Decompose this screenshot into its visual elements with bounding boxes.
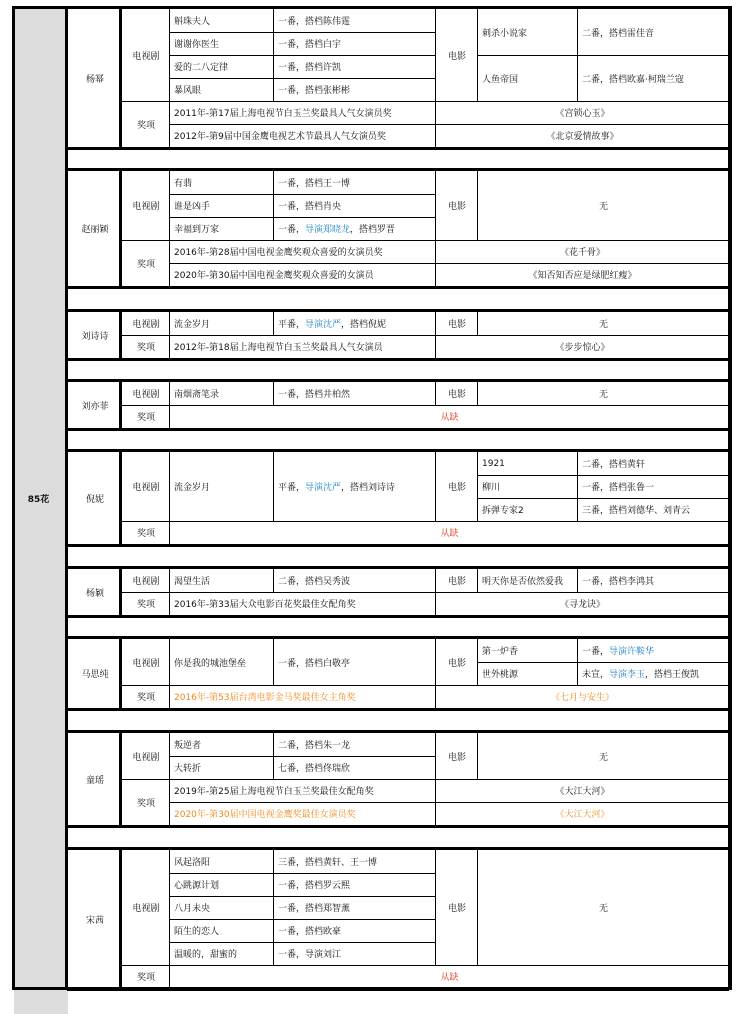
role-text: 七番，搭档佟瑞欣 bbox=[278, 764, 351, 774]
actress-name bbox=[68, 382, 122, 428]
film-title-text: 人鱼帝国 bbox=[482, 74, 519, 85]
film-none bbox=[478, 382, 729, 405]
tv-role bbox=[274, 942, 436, 965]
divider bbox=[577, 639, 578, 685]
divider bbox=[67, 615, 729, 618]
tv-title bbox=[170, 850, 274, 873]
category-awards-text: 奖项 bbox=[136, 973, 155, 983]
tv-role bbox=[274, 756, 436, 779]
award-name-text: 2020年-第30届中国电视金鹰奖观众喜爱的女演员 bbox=[174, 271, 374, 281]
film-title bbox=[478, 498, 578, 521]
film-title-text: 世外桃源 bbox=[482, 670, 519, 680]
divider bbox=[170, 32, 436, 33]
divider bbox=[435, 335, 436, 358]
divider bbox=[435, 685, 436, 708]
divider bbox=[273, 171, 274, 240]
award-work bbox=[436, 779, 729, 802]
tv-role bbox=[274, 919, 436, 942]
divider bbox=[170, 802, 729, 803]
category-film bbox=[436, 733, 478, 779]
film-title-text: 1921 bbox=[482, 458, 505, 469]
award-work-text: 《七月与安生》 bbox=[550, 693, 614, 703]
category-awards bbox=[122, 521, 170, 544]
tv-title bbox=[170, 171, 274, 194]
tv-title bbox=[170, 55, 274, 78]
role-text: 一番，搭档肖央 bbox=[278, 202, 342, 212]
award-missing bbox=[170, 965, 729, 988]
tv-title bbox=[170, 382, 274, 405]
award-work-text: 《寻龙诀》 bbox=[559, 600, 605, 610]
divider bbox=[435, 592, 436, 615]
category-tv-text: 电视剧 bbox=[132, 483, 160, 493]
category-tv-text: 电视剧 bbox=[132, 904, 160, 914]
award-name-text: 2016年-第33届大众电影百花奖最佳女配角奖 bbox=[174, 600, 356, 610]
role-text: 一番，搭档张彬彬 bbox=[278, 86, 351, 96]
divider bbox=[67, 428, 729, 431]
category-awards bbox=[122, 335, 170, 358]
tv-title-text: 流金岁月 bbox=[174, 320, 211, 330]
divider bbox=[170, 263, 729, 264]
award-name-text: 2016年-第28届中国电视金鹰奖观众喜爱的女演员奖 bbox=[174, 248, 383, 258]
category-film bbox=[436, 569, 478, 592]
actress-name bbox=[68, 639, 122, 708]
actress-name-text: 童瑶 bbox=[85, 775, 104, 786]
award-name bbox=[170, 685, 436, 708]
category-tv bbox=[122, 639, 170, 685]
category-tv-text: 电视剧 bbox=[132, 658, 160, 669]
award-missing bbox=[170, 405, 729, 428]
category-tv-text: 电视剧 bbox=[132, 390, 160, 400]
film-none bbox=[478, 171, 729, 240]
award-name bbox=[170, 335, 436, 358]
category-film bbox=[436, 9, 478, 101]
film-role bbox=[578, 498, 729, 521]
category-awards-text: 奖项 bbox=[136, 600, 155, 610]
divider bbox=[170, 896, 436, 897]
actress-name bbox=[68, 452, 122, 544]
role-text: 未宣， bbox=[582, 670, 610, 680]
tv-role bbox=[274, 171, 436, 194]
divider bbox=[478, 55, 729, 56]
tv-title bbox=[170, 569, 274, 592]
tv-role bbox=[274, 382, 436, 405]
category-film-text: 电影 bbox=[447, 577, 466, 587]
actress-name-text: 宋茜 bbox=[85, 915, 104, 926]
role-text: 一番，搭档白敬亭 bbox=[278, 658, 351, 669]
role-text: 二番，搭档朱一龙 bbox=[278, 741, 351, 751]
tv-role bbox=[274, 9, 436, 32]
group-label: 85花 bbox=[27, 494, 50, 505]
film-role bbox=[578, 639, 729, 662]
tv-title bbox=[170, 873, 274, 896]
film-none-text: 无 bbox=[598, 320, 608, 330]
film-role bbox=[578, 475, 729, 498]
tv-title bbox=[170, 896, 274, 919]
film-role bbox=[578, 452, 729, 475]
actress-name bbox=[68, 312, 122, 358]
divider bbox=[273, 639, 274, 685]
film-none-text: 无 bbox=[598, 904, 608, 914]
divider bbox=[273, 733, 274, 779]
category-awards bbox=[122, 240, 170, 286]
tv-title bbox=[170, 32, 274, 55]
divider bbox=[478, 475, 729, 476]
tv-title bbox=[170, 9, 274, 32]
divider bbox=[577, 452, 578, 521]
tv-title bbox=[170, 78, 274, 101]
category-tv bbox=[122, 9, 170, 101]
film-role bbox=[578, 55, 729, 101]
category-awards-text: 奖项 bbox=[136, 798, 155, 809]
actress-name-text: 倪妮 bbox=[85, 494, 104, 505]
tv-title bbox=[170, 756, 274, 779]
role-text: 二番，搭档黄轩 bbox=[582, 460, 646, 470]
role-text: 一番，搭档李鸿其 bbox=[582, 577, 655, 587]
divider bbox=[67, 544, 729, 547]
role-text: 一番，搭档许凯 bbox=[278, 63, 342, 73]
tv-title-text: 风起洛阳 bbox=[174, 858, 211, 868]
role-text: 一番， bbox=[278, 225, 306, 235]
divider bbox=[435, 101, 436, 147]
actress-name-text: 赵丽颖 bbox=[81, 225, 109, 235]
category-tv bbox=[122, 452, 170, 521]
category-tv bbox=[122, 382, 170, 405]
divider bbox=[273, 850, 274, 965]
tv-title-text: 斛珠夫人 bbox=[174, 17, 211, 27]
award-work-text: 《知否知否应是绿肥红瘦》 bbox=[528, 271, 637, 281]
tv-title-text: 谁是凶手 bbox=[174, 202, 211, 212]
category-film bbox=[436, 452, 478, 521]
role-text: 二番，搭档欧嘉·柯瑞兰寇 bbox=[582, 74, 684, 85]
director-highlight: 导演许鞍华 bbox=[609, 647, 655, 657]
role-text: 一番，搭档井柏然 bbox=[278, 390, 351, 400]
tv-title-text: 幸福到万家 bbox=[174, 225, 220, 235]
divider bbox=[170, 124, 729, 125]
tv-title bbox=[170, 919, 274, 942]
divider bbox=[435, 240, 436, 286]
actress-name bbox=[68, 9, 122, 147]
award-name bbox=[170, 124, 436, 147]
role-text: ，搭档王俊凯 bbox=[645, 670, 700, 680]
category-awards-text: 奖项 bbox=[136, 693, 155, 703]
award-name-text: 2016年-第53届台湾电影金马奖最佳女主角奖 bbox=[174, 693, 356, 703]
director-highlight: 导演郑晓龙 bbox=[305, 225, 351, 235]
category-awards bbox=[122, 965, 170, 988]
divider bbox=[273, 569, 274, 592]
actress-name-text: 杨颖 bbox=[85, 588, 104, 599]
award-work bbox=[436, 240, 729, 263]
tv-title-text: 爱的二八定律 bbox=[174, 63, 229, 73]
tv-title bbox=[170, 733, 274, 756]
award-name-text: 2012年-第9届中国金鹰电视艺术节最具人气女演员奖 bbox=[174, 132, 386, 142]
tv-title bbox=[170, 452, 274, 521]
film-title-text: 刺杀小说家 bbox=[482, 28, 528, 39]
category-awards-text: 奖项 bbox=[136, 120, 155, 131]
actress-name-text: 刘亦菲 bbox=[81, 401, 109, 412]
actress-name-text: 马思纯 bbox=[81, 670, 109, 680]
category-film bbox=[436, 382, 478, 405]
film-title bbox=[478, 452, 578, 475]
category-tv bbox=[122, 569, 170, 592]
award-work bbox=[436, 263, 729, 286]
category-tv bbox=[122, 733, 170, 779]
role-text: 一番， bbox=[582, 647, 610, 657]
divider bbox=[67, 286, 729, 289]
divider bbox=[273, 382, 274, 405]
divider bbox=[67, 708, 729, 711]
director-highlight: 导演沈严 bbox=[305, 320, 342, 330]
divider bbox=[170, 194, 436, 195]
role-text: 平番， bbox=[278, 320, 306, 330]
film-none bbox=[478, 850, 729, 965]
role-text: 一番，搭档陈伟霆 bbox=[278, 17, 351, 27]
divider bbox=[67, 147, 729, 150]
category-film bbox=[436, 850, 478, 965]
category-tv-text: 电视剧 bbox=[132, 202, 160, 212]
tv-role bbox=[274, 78, 436, 101]
category-tv bbox=[122, 312, 170, 335]
film-none-text: 无 bbox=[598, 202, 608, 212]
award-work bbox=[436, 685, 729, 708]
category-film-text: 电影 bbox=[447, 390, 466, 400]
film-title bbox=[478, 662, 578, 685]
category-awards-text: 奖项 bbox=[136, 413, 155, 423]
film-role bbox=[578, 9, 729, 55]
award-work-text: 《宫锁心玉》 bbox=[555, 109, 610, 119]
category-film-text: 电影 bbox=[447, 904, 466, 914]
category-film bbox=[436, 639, 478, 685]
award-name-text: 2020年-第30届中国电视金鹰奖最佳女演员奖 bbox=[174, 810, 356, 820]
divider bbox=[170, 78, 436, 79]
tv-title-text: 渴望生活 bbox=[174, 577, 211, 587]
divider bbox=[273, 452, 274, 521]
divider bbox=[273, 9, 274, 101]
category-awards bbox=[122, 101, 170, 147]
tv-title bbox=[170, 194, 274, 217]
award-name bbox=[170, 240, 436, 263]
tv-title-text: 温暖的，甜蜜的 bbox=[174, 950, 238, 960]
category-film-text: 电影 bbox=[447, 320, 466, 330]
tv-role bbox=[274, 194, 436, 217]
film-title bbox=[478, 9, 578, 55]
tv-role bbox=[274, 32, 436, 55]
divider bbox=[170, 217, 436, 218]
tv-title-text: 大转折 bbox=[174, 764, 202, 774]
tv-title-text: 陌生的恋人 bbox=[174, 927, 220, 937]
tv-title-text: 谢谢你医生 bbox=[174, 40, 220, 50]
category-film-text: 电影 bbox=[447, 752, 466, 763]
film-none-text: 无 bbox=[598, 390, 608, 400]
role-text: 平番， bbox=[278, 483, 306, 493]
category-film bbox=[436, 312, 478, 335]
divider bbox=[273, 312, 274, 335]
film-none bbox=[478, 312, 729, 335]
award-work-text: 《花千骨》 bbox=[559, 248, 605, 258]
film-title-text: 第一炉香 bbox=[482, 647, 519, 657]
award-name bbox=[170, 101, 436, 124]
film-title bbox=[478, 639, 578, 662]
award-name bbox=[170, 802, 436, 825]
actress-name bbox=[68, 569, 122, 615]
tv-title-text: 八月未央 bbox=[174, 904, 211, 914]
role-text: 三番，搭档黄轩、王一博 bbox=[278, 858, 378, 868]
award-work-text: 《步步惊心》 bbox=[555, 343, 610, 353]
award-work bbox=[436, 101, 729, 124]
actress-name-text: 刘诗诗 bbox=[81, 331, 109, 342]
divider bbox=[170, 55, 436, 56]
divider bbox=[170, 873, 436, 874]
actress-name bbox=[68, 171, 122, 286]
category-awards bbox=[122, 779, 170, 825]
category-tv-text: 电视剧 bbox=[132, 752, 160, 763]
tv-title-text: 有翡 bbox=[174, 179, 193, 189]
film-role bbox=[578, 569, 729, 592]
category-film-text: 电影 bbox=[447, 202, 466, 212]
category-tv-text: 电视剧 bbox=[132, 320, 160, 330]
role-text: 一番，搭档欧豪 bbox=[278, 927, 342, 937]
film-role bbox=[578, 662, 729, 685]
award-missing-text: 从缺 bbox=[440, 973, 459, 983]
award-work-text: 《大江大河》 bbox=[555, 810, 610, 820]
role-text: ，搭档倪妮 bbox=[341, 320, 387, 330]
tv-title-text: 南烟斋笔录 bbox=[174, 390, 220, 400]
divider bbox=[435, 779, 436, 825]
tv-title-text: 你是我的城池堡垒 bbox=[174, 658, 247, 669]
film-title bbox=[478, 475, 578, 498]
role-text: 一番，搭档罗云熙 bbox=[278, 881, 351, 891]
role-text: 二番，搭档雷佳音 bbox=[582, 28, 655, 39]
tv-title-text: 暴风眼 bbox=[174, 86, 202, 96]
actress-name bbox=[68, 733, 122, 825]
tv-role bbox=[274, 733, 436, 756]
role-text: 一番，搭档白宇 bbox=[278, 40, 342, 50]
role-text: 二番，搭档吴秀波 bbox=[278, 577, 351, 587]
tv-title-text: 叛逆者 bbox=[174, 741, 202, 751]
tv-role bbox=[274, 569, 436, 592]
film-title bbox=[478, 55, 578, 101]
tv-title-text: 流金岁月 bbox=[174, 483, 211, 493]
category-tv-text: 电视剧 bbox=[132, 577, 160, 587]
award-work-text: 《大江大河》 bbox=[555, 787, 610, 797]
group-cell bbox=[12, 6, 68, 990]
award-missing bbox=[170, 521, 729, 544]
category-awards bbox=[122, 405, 170, 428]
divider bbox=[67, 825, 729, 828]
divider bbox=[577, 9, 578, 101]
award-work bbox=[436, 802, 729, 825]
divider bbox=[67, 988, 729, 991]
divider bbox=[478, 498, 729, 499]
role-text: 三番，搭档刘德华、刘青云 bbox=[582, 506, 691, 516]
film-title-text: 拆弹专家2 bbox=[482, 506, 524, 516]
tv-role bbox=[274, 452, 436, 521]
divider bbox=[67, 358, 729, 361]
role-text: 一番，导演刘江 bbox=[278, 950, 342, 960]
tv-role bbox=[274, 896, 436, 919]
award-work-text: 《北京爱情故事》 bbox=[546, 132, 619, 142]
category-tv-text: 电视剧 bbox=[132, 51, 160, 62]
award-name bbox=[170, 779, 436, 802]
tv-title bbox=[170, 942, 274, 965]
role-text: 一番，搭档张鲁一 bbox=[582, 483, 655, 493]
tv-title bbox=[170, 639, 274, 685]
divider bbox=[170, 919, 436, 920]
tv-title bbox=[170, 312, 274, 335]
tv-role bbox=[274, 55, 436, 78]
film-title-text: 明天你是否依然爱我 bbox=[482, 577, 564, 587]
tv-role bbox=[274, 217, 436, 240]
category-film bbox=[436, 171, 478, 240]
award-work bbox=[436, 592, 729, 615]
category-awards-text: 奖项 bbox=[136, 343, 155, 353]
director-highlight: 导演沈严 bbox=[305, 483, 342, 493]
award-name-text: 2011年-第17届上海电视节白玉兰奖最具人气女演员奖 bbox=[174, 109, 392, 119]
award-name bbox=[170, 592, 436, 615]
category-film-text: 电影 bbox=[447, 658, 466, 669]
category-tv bbox=[122, 171, 170, 240]
film-title-text: 柳川 bbox=[482, 483, 501, 493]
role-text: ，搭档刘诗诗 bbox=[341, 483, 396, 493]
category-awards bbox=[122, 685, 170, 708]
tv-title-text: 心跳源计划 bbox=[174, 881, 220, 891]
category-tv bbox=[122, 850, 170, 965]
award-name-text: 2019年-第25届上海电视节白玉兰奖最佳女配角奖 bbox=[174, 787, 374, 797]
award-work bbox=[436, 124, 729, 147]
award-name-text: 2012年-第18届上海电视节白玉兰奖最具人气女演员 bbox=[174, 343, 383, 353]
film-title bbox=[478, 569, 578, 592]
divider bbox=[170, 942, 436, 943]
tv-role bbox=[274, 639, 436, 685]
tv-role bbox=[274, 873, 436, 896]
category-awards-text: 奖项 bbox=[136, 259, 155, 270]
divider bbox=[478, 662, 729, 663]
role-text: ，搭档罗晋 bbox=[350, 225, 396, 235]
actress-name-text: 杨幂 bbox=[85, 74, 104, 85]
divider bbox=[577, 569, 578, 592]
director-highlight: 导演李玉 bbox=[609, 670, 646, 680]
category-awards bbox=[122, 592, 170, 615]
award-work bbox=[436, 335, 729, 358]
category-awards-text: 奖项 bbox=[136, 529, 155, 539]
award-missing-text: 从缺 bbox=[440, 529, 459, 539]
tv-role bbox=[274, 850, 436, 873]
film-none-text: 无 bbox=[598, 752, 608, 763]
category-film-text: 电影 bbox=[447, 51, 466, 62]
role-text: 一番，搭档郑智薰 bbox=[278, 904, 351, 914]
film-none bbox=[478, 733, 729, 779]
tv-title bbox=[170, 217, 274, 240]
role-text: 一番，搭档王一博 bbox=[278, 179, 351, 189]
category-film-text: 电影 bbox=[447, 483, 466, 493]
award-missing-text: 从缺 bbox=[440, 413, 459, 423]
tv-role bbox=[274, 312, 436, 335]
award-name bbox=[170, 263, 436, 286]
divider bbox=[170, 756, 436, 757]
actress-name bbox=[68, 850, 122, 988]
